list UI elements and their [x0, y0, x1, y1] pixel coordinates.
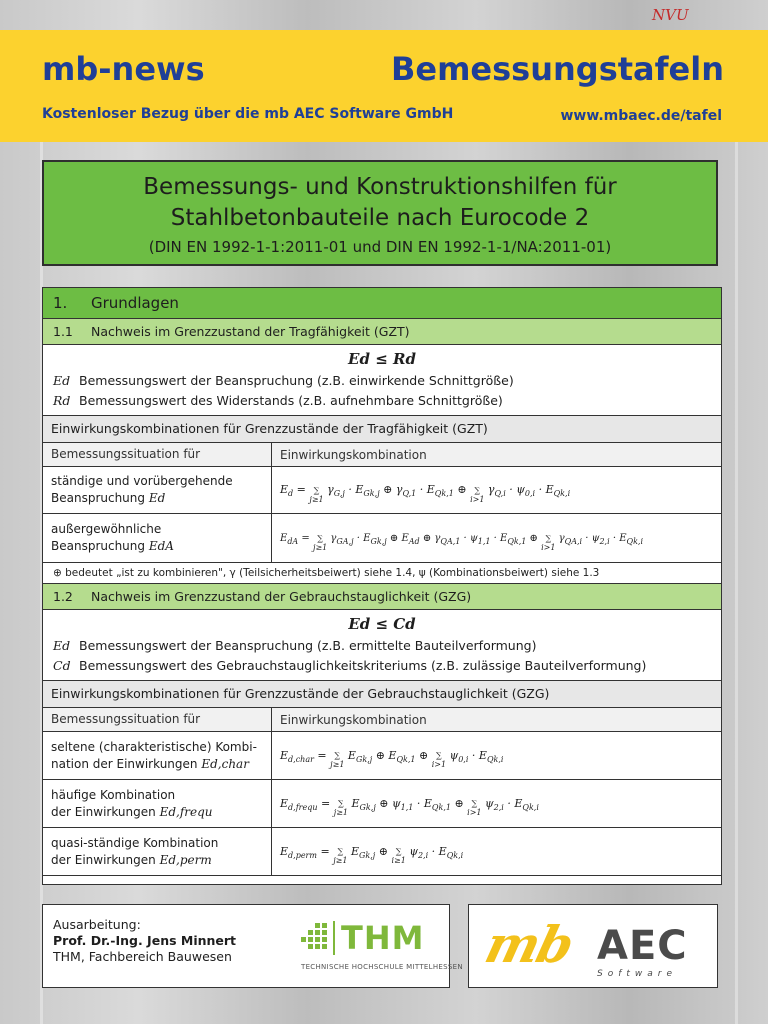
aec-wordmark: AEC [597, 923, 688, 969]
mbaec-logo [468, 904, 718, 988]
gzg-formula: Ed ≤ Cd [348, 615, 416, 633]
formula-eda: $E_{dA}$ = ∑ j≥1 $\gamma_{GA,j} \cdot E_{Gk,j}$ ⊕ $E_{Ad}$ ⊕ $\gamma_{QA,1} \cdot \psi_{1,1} \cdot E_{Qk,1}$ ⊕ ∑ i>1 $\gamma_{QA,i} \cdot \psi_{2,i} \cdot E_{Qk,i}$ [280, 532, 644, 552]
heading-standard: (DIN EN 1992-1-1:2011-01 und DIN EN 1992-1-1/NA:2011-01) [148, 238, 612, 256]
heading-line-1: Bemessungs- und Konstruktionshilfen für [143, 174, 617, 200]
gzg-combo-table [43, 708, 721, 876]
subsection-gzg: 1.2 Nachweis im Grenzzustand der Gebrauchstauglichkeit (GZG) [43, 584, 721, 610]
handwritten-note: NVU [652, 6, 689, 24]
formula-ed-char: $E_{d,char}$ = ∑ j≥1 $E_{Gk,j}$ ⊕ $E_{Qk,1}$ ⊕ ∑ i>1 $\psi_{0,i} \cdot E_{Qk,i}$ [280, 748, 504, 769]
column-header: Bemessungssituation für [43, 443, 272, 467]
main-table [42, 287, 722, 885]
author-dept: THM, Fachbereich Bauwesen [53, 949, 232, 964]
thm-wordmark: THM [341, 919, 425, 957]
author-box [42, 904, 463, 988]
gzt-combo-header: Einwirkungskombinationen für Grenzzustände der Tragfähigkeit (GZT) [43, 415, 721, 443]
column-header: Bemessungssituation für [43, 708, 272, 732]
definition-row: Ed Bemessungswert der Beanspruchung (z.B. einwirkende Schnittgröße) [53, 373, 514, 388]
table-header-row [43, 708, 721, 732]
column-header: Einwirkungskombination [272, 443, 722, 467]
definition-row: Ed Bemessungswert der Beanspruchung (z.B. ermittelte Bauteilverformung) [53, 638, 537, 653]
brand-title: mb-news [42, 50, 205, 88]
definition-row: Cd Bemessungswert des Gebrauchstauglichkeitskriteriums (z.B. zulässige Bauteilverformung) [53, 658, 647, 673]
table-row: seltene (charakteristische) Kombi- nation der Einwirkungen Ed,char $E_{d,char}$ = ∑ j≥1 $E_{Gk,j}$ ⊕ $E_{Qk,1}$ ⊕ ∑ i>1 $\psi_{0,i} \cdot E_{Qk,i}$ [43, 732, 721, 780]
formula-ed-frequ: $E_{d,frequ}$ = ∑ j≥1 $E_{Gk,j}$ ⊕ $\psi_{1,1} \cdot E_{Qk,1}$ ⊕ ∑ i>1 $\psi_{2,i} \cdot E_{Qk,i}$ [280, 796, 539, 817]
gzg-combo-header: Einwirkungskombinationen für Grenzzustände der Gebrauchstauglichkeit (GZG) [43, 680, 721, 708]
author-label: Ausarbeitung: [53, 917, 141, 932]
table-row: ständige und vorübergehende Beanspruchung Ed $E_d$ = ∑ j≥1 $\gamma_{G,j} \cdot E_{Gk,j}$ ⊕ $\gamma_{Q,1} \cdot E_{Qk,1}$ ⊕ ∑ i>1 $\gamma_{Q,i} \cdot \psi_{0,i} \cdot E_{Qk,i}$ [43, 467, 721, 514]
heading-line-2: Stahlbetonbauteile nach Eurocode 2 [170, 205, 590, 231]
footnote: ⊕ bedeutet „ist zu kombinieren", γ (Teilsicherheitsbeiwert) siehe 1.4, ψ (Kombinationsbeiwert) siehe 1.3 [43, 563, 721, 584]
formula-ed-perm: $E_{d,perm}$ = ∑ j≥1 $E_{Gk,j}$ ⊕ ∑ i≥1 $\psi_{2,i} \cdot E_{Qk,i}$ [280, 844, 464, 865]
author-name: Prof. Dr.-Ing. Jens Minnert [53, 933, 237, 948]
gzt-formula: Ed ≤ Rd [348, 350, 416, 368]
banner-url[interactable]: www.mbaec.de/tafel [560, 108, 722, 124]
column-header: Einwirkungskombination [272, 708, 722, 732]
definition-row: Rd Bemessungswert des Widerstands (z.B. aufnehmbare Schnittgröße) [53, 393, 503, 408]
section-grundlagen: 1. Grundlagen [43, 288, 721, 319]
document-heading [42, 160, 718, 266]
thm-tagline: TECHNISCHE HOCHSCHULE MITTELHESSEN [301, 963, 463, 971]
mb-wordmark: mb [479, 915, 579, 974]
table-header-row [43, 443, 721, 467]
software-wordmark: Software [597, 969, 678, 979]
thm-grid-icon [301, 923, 327, 953]
subsection-gzt: 1.1 Nachweis im Grenzzustand der Tragfähigkeit (GZT) [43, 319, 721, 345]
table-row: außergewöhnliche Beanspruchung EdA $E_{dA}$ = ∑ j≥1 $\gamma_{GA,j} \cdot E_{Gk,j}$ ⊕ $E_{Ad}$ ⊕ $\gamma_{QA,1} \cdot \psi_{1,1} \cdot E_{Qk,1}$ ⊕ ∑ i>1 $\gamma_{QA,i} \cdot \psi_{2,i} \cdot E_{Qk,i}$ [43, 514, 721, 563]
page-title: Bemessungstafeln [390, 50, 724, 88]
header-banner [0, 30, 768, 142]
table-row: häufige Kombination der Einwirkungen Ed,frequ $E_{d,frequ}$ = ∑ j≥1 $E_{Gk,j}$ ⊕ $\psi_{1,1} \cdot E_{Qk,1}$ ⊕ ∑ i>1 $\psi_{2,i} \cdot E_{Qk,i}$ [43, 780, 721, 828]
banner-subtitle: Kostenloser Bezug über die mb AEC Software GmbH [42, 106, 454, 122]
formula-ed: $E_d$ = ∑ j≥1 $\gamma_{G,j} \cdot E_{Gk,j}$ ⊕ $\gamma_{Q,1} \cdot E_{Qk,1}$ ⊕ ∑ i>1 $\gamma_{Q,i} \cdot \psi_{0,i} \cdot E_{Qk,i}$ [280, 483, 571, 504]
table-row: quasi-ständige Kombination der Einwirkungen Ed,perm $E_{d,perm}$ = ∑ j≥1 $E_{Gk,j}$ ⊕ ∑ i≥1 $\psi_{2,i} \cdot E_{Qk,i}$ [43, 828, 721, 876]
gzt-combo-table [43, 443, 721, 563]
